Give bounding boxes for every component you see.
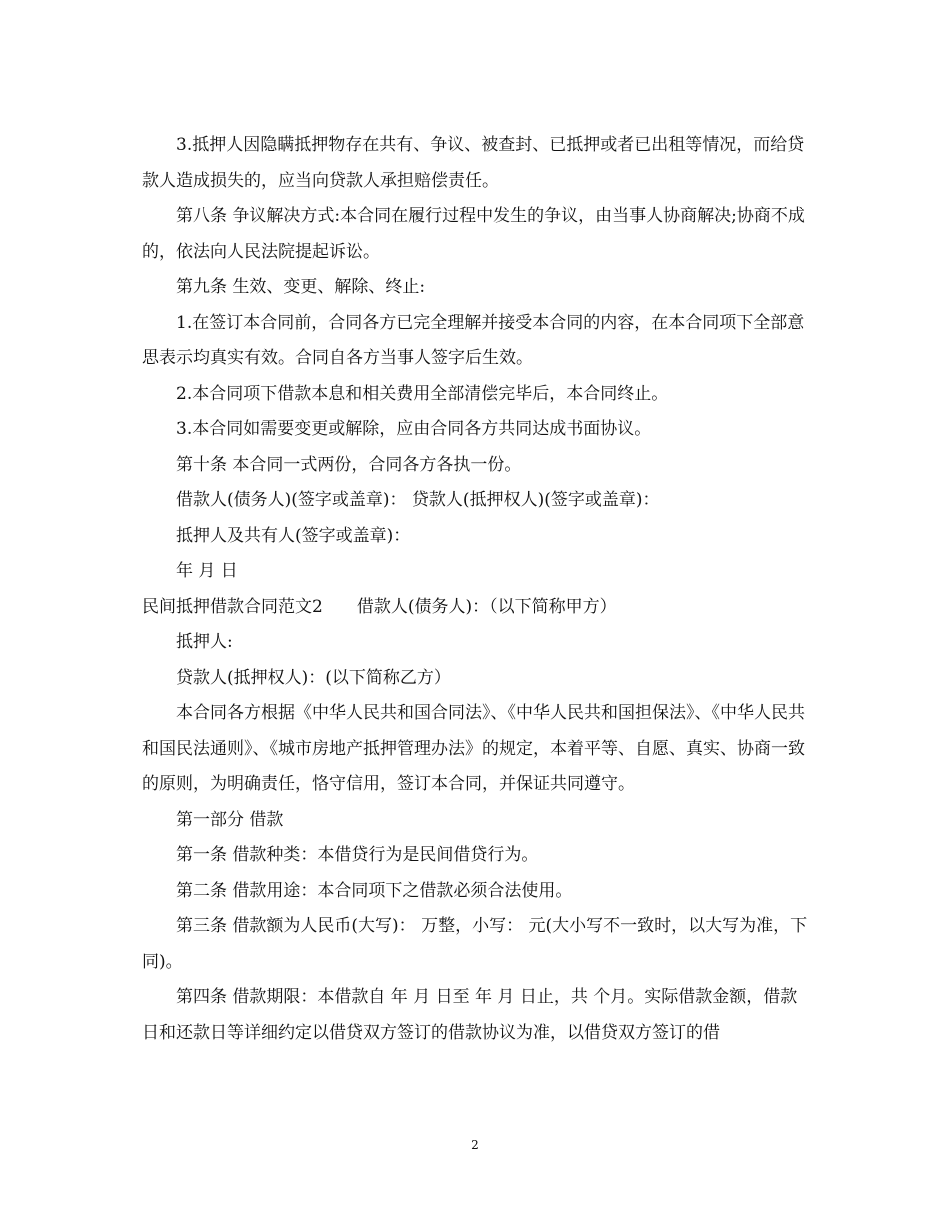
signature-line-mortgagor: 抵押人及共有人(签字或盖章)：: [176, 525, 411, 546]
signature-line-borrower-lender: 借款人(债务人)(签字或盖章)： 贷款人(抵押权人)(签字或盖章)：: [176, 490, 660, 510]
part-heading: 第一部分 借款: [176, 809, 284, 830]
paragraph: 第一条 借款种类：本借贷行为是民间借贷行为。: [176, 845, 539, 865]
paragraph: 3.抵押人因隐瞒抵押物存在共有、争议、被查封、已抵押或者已出租等情况，而给贷款人造成损失的，应当向贷款人承担赔偿责任。: [142, 135, 805, 191]
paragraph: 第九条 生效、变更、解除、终止:: [176, 277, 426, 297]
paragraph: 第三条 借款额为人民币(大写)： 万整，小写： 元(大小写不一致时，以大写为准，下同)。: [142, 916, 808, 972]
paragraph: 第十条 本合同一式两份，合同各方各执一份。: [176, 454, 522, 475]
paragraph: 第二条 借款用途：本合同项下之借款必须合法使用。: [176, 880, 573, 901]
section-heading: 民间抵押借款合同范文2 借款人(债务人)：（以下简称甲方）: [142, 596, 617, 617]
paragraph: 本合同各方根据《中华人民共和国合同法》、《中华人民共和国担保法》、《中华人民共和国民法通则》、《城市房地产抵押管理办法》的规定，本着平等、自愿、真实、协商一致的原则，为明确责任，恪守信用，签订本合同，并保证共同遵守。: [142, 703, 805, 794]
paragraph: 2.本合同项下借款本息和相关费用全部清偿完毕后，本合同终止。: [176, 383, 669, 404]
paragraph: 抵押人:: [176, 632, 233, 652]
paragraph: 第八条 争议解决方式:本合同在履行过程中发生的争议，由当事人协商解决;协商不成的，依法向人民法院提起诉讼。: [142, 206, 805, 262]
paragraph: 3.本合同如需要变更或解除，应由合同各方共同达成书面协议。: [176, 419, 652, 439]
paragraph: 第四条 借款期限：本借款自 年 月 日至 年 月 日止，共 个月。实际借款金额，借款日和还款日等详细约定以借贷双方签订的借款协议为准，以借贷双方签订的借: [142, 987, 798, 1043]
paragraph: 1.在签订本合同前，合同各方已完全理解并接受本合同的内容，在本合同项下全部意思表示均真实有效。合同自各方当事人签字后生效。: [142, 312, 805, 368]
document-body: [142, 128, 814, 1051]
page-number: 2: [471, 1138, 479, 1152]
paragraph: 贷款人(抵押权人)：(以下简称乙方）: [176, 667, 451, 688]
date-line: 年 月 日: [176, 561, 238, 581]
